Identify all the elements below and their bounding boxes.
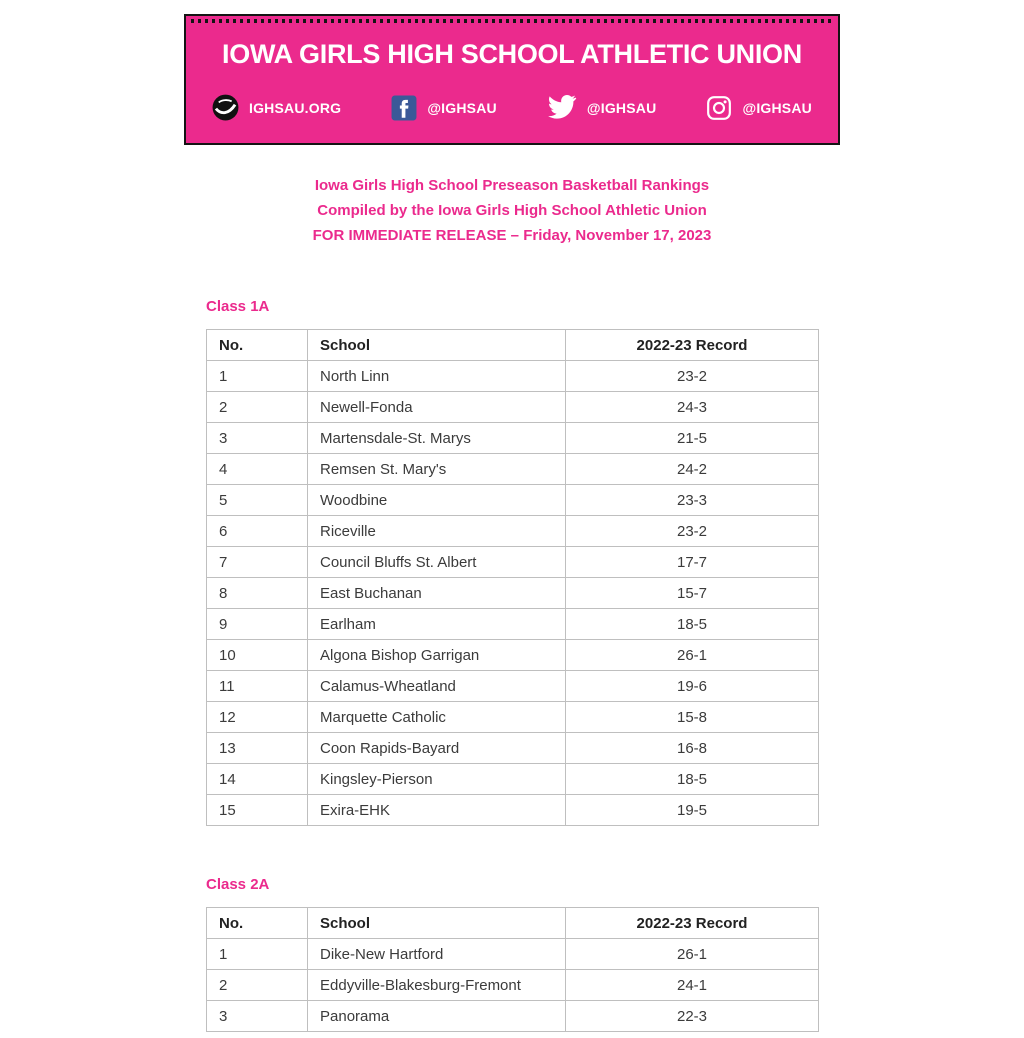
rankings-table — [206, 907, 819, 1032]
column-header: 2022-23 Record — [566, 330, 819, 361]
table-row — [207, 702, 819, 733]
record-cell: 23-2 — [566, 361, 819, 392]
intro-line-compiled-by: Compiled by the Iowa Girls High School Athletic Union — [317, 202, 707, 219]
column-header: No. — [207, 330, 308, 361]
section-heading: Class 1A — [206, 298, 270, 315]
social-link-instagram[interactable] — [706, 95, 812, 121]
header-banner — [184, 14, 840, 145]
school-cell: North Linn — [308, 361, 566, 392]
record-cell: 26-1 — [566, 640, 819, 671]
social-link-label: @IGHSAU — [427, 99, 497, 116]
table-row — [207, 454, 819, 485]
rank-cell: 9 — [207, 609, 308, 640]
section-heading: Class 2A — [206, 876, 270, 893]
table-row — [207, 671, 819, 702]
table-row — [207, 609, 819, 640]
table-row — [207, 970, 819, 1001]
table-header-row — [207, 330, 819, 361]
school-cell: East Buchanan — [308, 578, 566, 609]
record-cell: 17-7 — [566, 547, 819, 578]
table-row — [207, 516, 819, 547]
column-header: 2022-23 Record — [566, 908, 819, 939]
record-cell: 16-8 — [566, 733, 819, 764]
table-row — [207, 361, 819, 392]
record-cell: 24-3 — [566, 392, 819, 423]
table-row — [207, 392, 819, 423]
social-links-row — [186, 70, 838, 127]
school-cell: Earlham — [308, 609, 566, 640]
school-cell: Eddyville-Blakesburg-Fremont — [308, 970, 566, 1001]
dotted-divider — [191, 19, 833, 23]
rank-cell: 4 — [207, 454, 308, 485]
social-link-facebook[interactable] — [391, 95, 497, 121]
intro-line-release-date: FOR IMMEDIATE RELEASE – Friday, November 17, 2023 — [312, 227, 712, 244]
record-cell: 22-3 — [566, 1001, 819, 1032]
record-cell: 24-2 — [566, 454, 819, 485]
rank-cell: 13 — [207, 733, 308, 764]
school-cell: Marquette Catholic — [308, 702, 566, 733]
table-row — [207, 423, 819, 454]
column-header: No. — [207, 908, 308, 939]
school-cell: Calamus-Wheatland — [308, 671, 566, 702]
record-cell: 15-7 — [566, 578, 819, 609]
school-cell: Dike-New Hartford — [308, 939, 566, 970]
rank-cell: 2 — [207, 392, 308, 423]
record-cell: 21-5 — [566, 423, 819, 454]
record-cell: 19-6 — [566, 671, 819, 702]
record-cell: 24-1 — [566, 970, 819, 1001]
school-cell: Kingsley-Pierson — [308, 764, 566, 795]
social-link-label: @IGHSAU — [742, 99, 812, 116]
rank-cell: 7 — [207, 547, 308, 578]
rankings-sections — [184, 298, 840, 1032]
table-row — [207, 547, 819, 578]
ighsau-logo-icon — [212, 94, 239, 121]
rank-cell: 11 — [207, 671, 308, 702]
record-cell: 18-5 — [566, 609, 819, 640]
rank-cell: 2 — [207, 970, 308, 1001]
table-row — [207, 939, 819, 970]
school-cell: Remsen St. Mary's — [308, 454, 566, 485]
record-cell: 23-3 — [566, 485, 819, 516]
table-row — [207, 485, 819, 516]
document-page — [184, 14, 840, 1032]
school-cell: Coon Rapids-Bayard — [308, 733, 566, 764]
record-cell: 26-1 — [566, 939, 819, 970]
twitter-icon — [547, 95, 577, 120]
record-cell: 19-5 — [566, 795, 819, 826]
rank-cell: 8 — [207, 578, 308, 609]
school-cell: Riceville — [308, 516, 566, 547]
social-link-website[interactable] — [212, 94, 341, 121]
table-row — [207, 578, 819, 609]
rank-cell: 1 — [207, 939, 308, 970]
rank-cell: 6 — [207, 516, 308, 547]
banner-title: IOWA GIRLS HIGH SCHOOL ATHLETIC UNION — [222, 39, 802, 69]
school-cell: Panorama — [308, 1001, 566, 1032]
social-link-twitter[interactable] — [547, 95, 657, 120]
rank-cell: 5 — [207, 485, 308, 516]
rank-cell: 14 — [207, 764, 308, 795]
table-row — [207, 764, 819, 795]
rank-cell: 10 — [207, 640, 308, 671]
record-cell: 15-8 — [566, 702, 819, 733]
column-header: School — [308, 330, 566, 361]
column-header: School — [308, 908, 566, 939]
table-row — [207, 1001, 819, 1032]
school-cell: Martensdale-St. Marys — [308, 423, 566, 454]
record-cell: 23-2 — [566, 516, 819, 547]
social-link-label: IGHSAU.ORG — [249, 99, 342, 116]
instagram-icon — [706, 95, 732, 121]
intro-line-title: Iowa Girls High School Preseason Basketball Rankings — [314, 177, 710, 194]
rank-cell: 12 — [207, 702, 308, 733]
rank-cell: 1 — [207, 361, 308, 392]
school-cell: Algona Bishop Garrigan — [308, 640, 566, 671]
social-link-label: @IGHSAU — [586, 99, 657, 116]
record-cell: 18-5 — [566, 764, 819, 795]
rankings-table — [206, 329, 819, 826]
table-row — [207, 795, 819, 826]
table-header-row — [207, 908, 819, 939]
rank-cell: 3 — [207, 1001, 308, 1032]
rank-cell: 15 — [207, 795, 308, 826]
release-intro — [184, 145, 840, 248]
school-cell: Woodbine — [308, 485, 566, 516]
school-cell: Council Bluffs St. Albert — [308, 547, 566, 578]
table-row — [207, 640, 819, 671]
table-row — [207, 733, 819, 764]
rank-cell: 3 — [207, 423, 308, 454]
school-cell: Exira-EHK — [308, 795, 566, 826]
school-cell: Newell-Fonda — [308, 392, 566, 423]
facebook-icon — [391, 95, 417, 121]
